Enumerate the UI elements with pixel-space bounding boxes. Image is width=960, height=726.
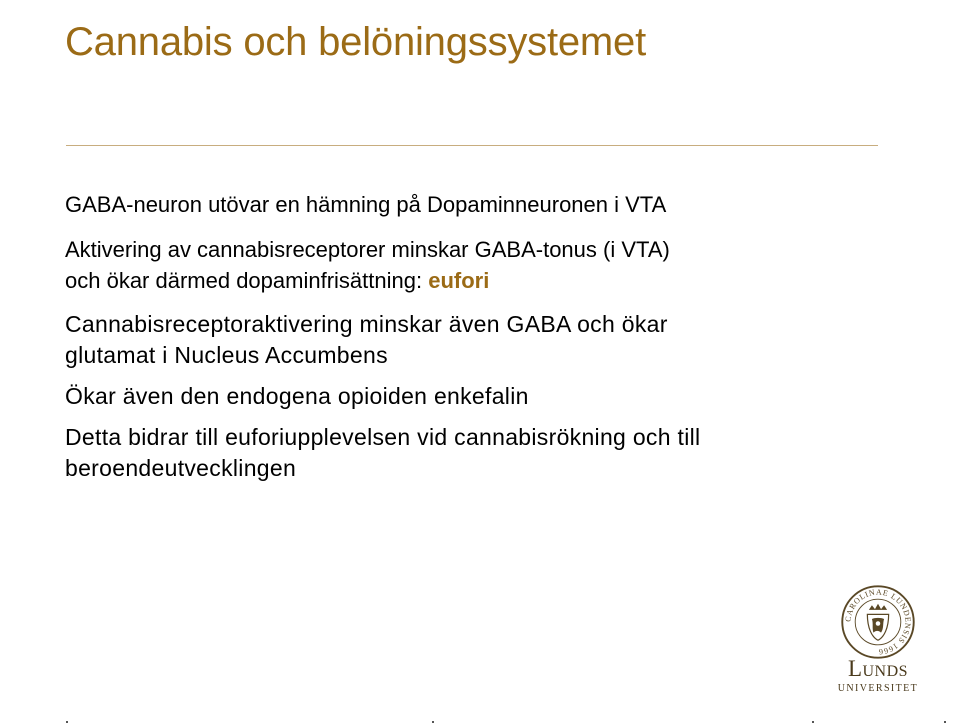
bullet-item	[65, 381, 885, 412]
bullet-text: och ökar därmed dopaminfrisättning:	[65, 268, 429, 293]
bullet-text-continuation: beroendeutvecklingen	[65, 455, 297, 481]
university-logo	[836, 584, 920, 694]
slide-title: Cannabis och belöningssystemet	[65, 20, 647, 64]
bullet-text: GABA-neuron utövar en hämning på Dopaminneuronen i VTA	[65, 192, 667, 217]
bullet-item	[65, 422, 885, 484]
bullet-text: Aktivering av cannabisreceptorer minskar GABA-tonus (i VTA)	[65, 237, 670, 262]
bullet-list	[65, 190, 885, 484]
bullet-text-continuation	[65, 265, 885, 296]
logo-subtitle: UNIVERSITET	[837, 683, 919, 694]
emphasis-word: eufori	[428, 268, 490, 293]
bullet-text-continuation: glutamat i Nucleus Accumbens	[65, 342, 388, 368]
corner-marker	[812, 721, 814, 723]
corner-marker	[66, 721, 68, 723]
university-seal-icon	[840, 584, 916, 660]
bullet-text: Ökar även den endogena opioiden enkefalin	[65, 383, 529, 409]
bullet-item	[65, 190, 885, 220]
bullet-item	[65, 235, 885, 296]
bullet-text: Cannabisreceptoraktivering minskar även GABA och ökar	[65, 311, 668, 337]
svg-text:CAROLINAE LUNDENSIS 1666: CAROLINAE LUNDENSIS 1666	[843, 587, 913, 657]
corner-marker	[432, 721, 434, 723]
bullet-item	[65, 309, 885, 371]
bullet-text: Detta bidrar till euforiupplevelsen vid cannabisrökning och till	[65, 424, 701, 450]
title-divider	[66, 145, 878, 146]
logo-wordmark: Lunds	[847, 656, 909, 681]
corner-marker	[944, 721, 946, 723]
